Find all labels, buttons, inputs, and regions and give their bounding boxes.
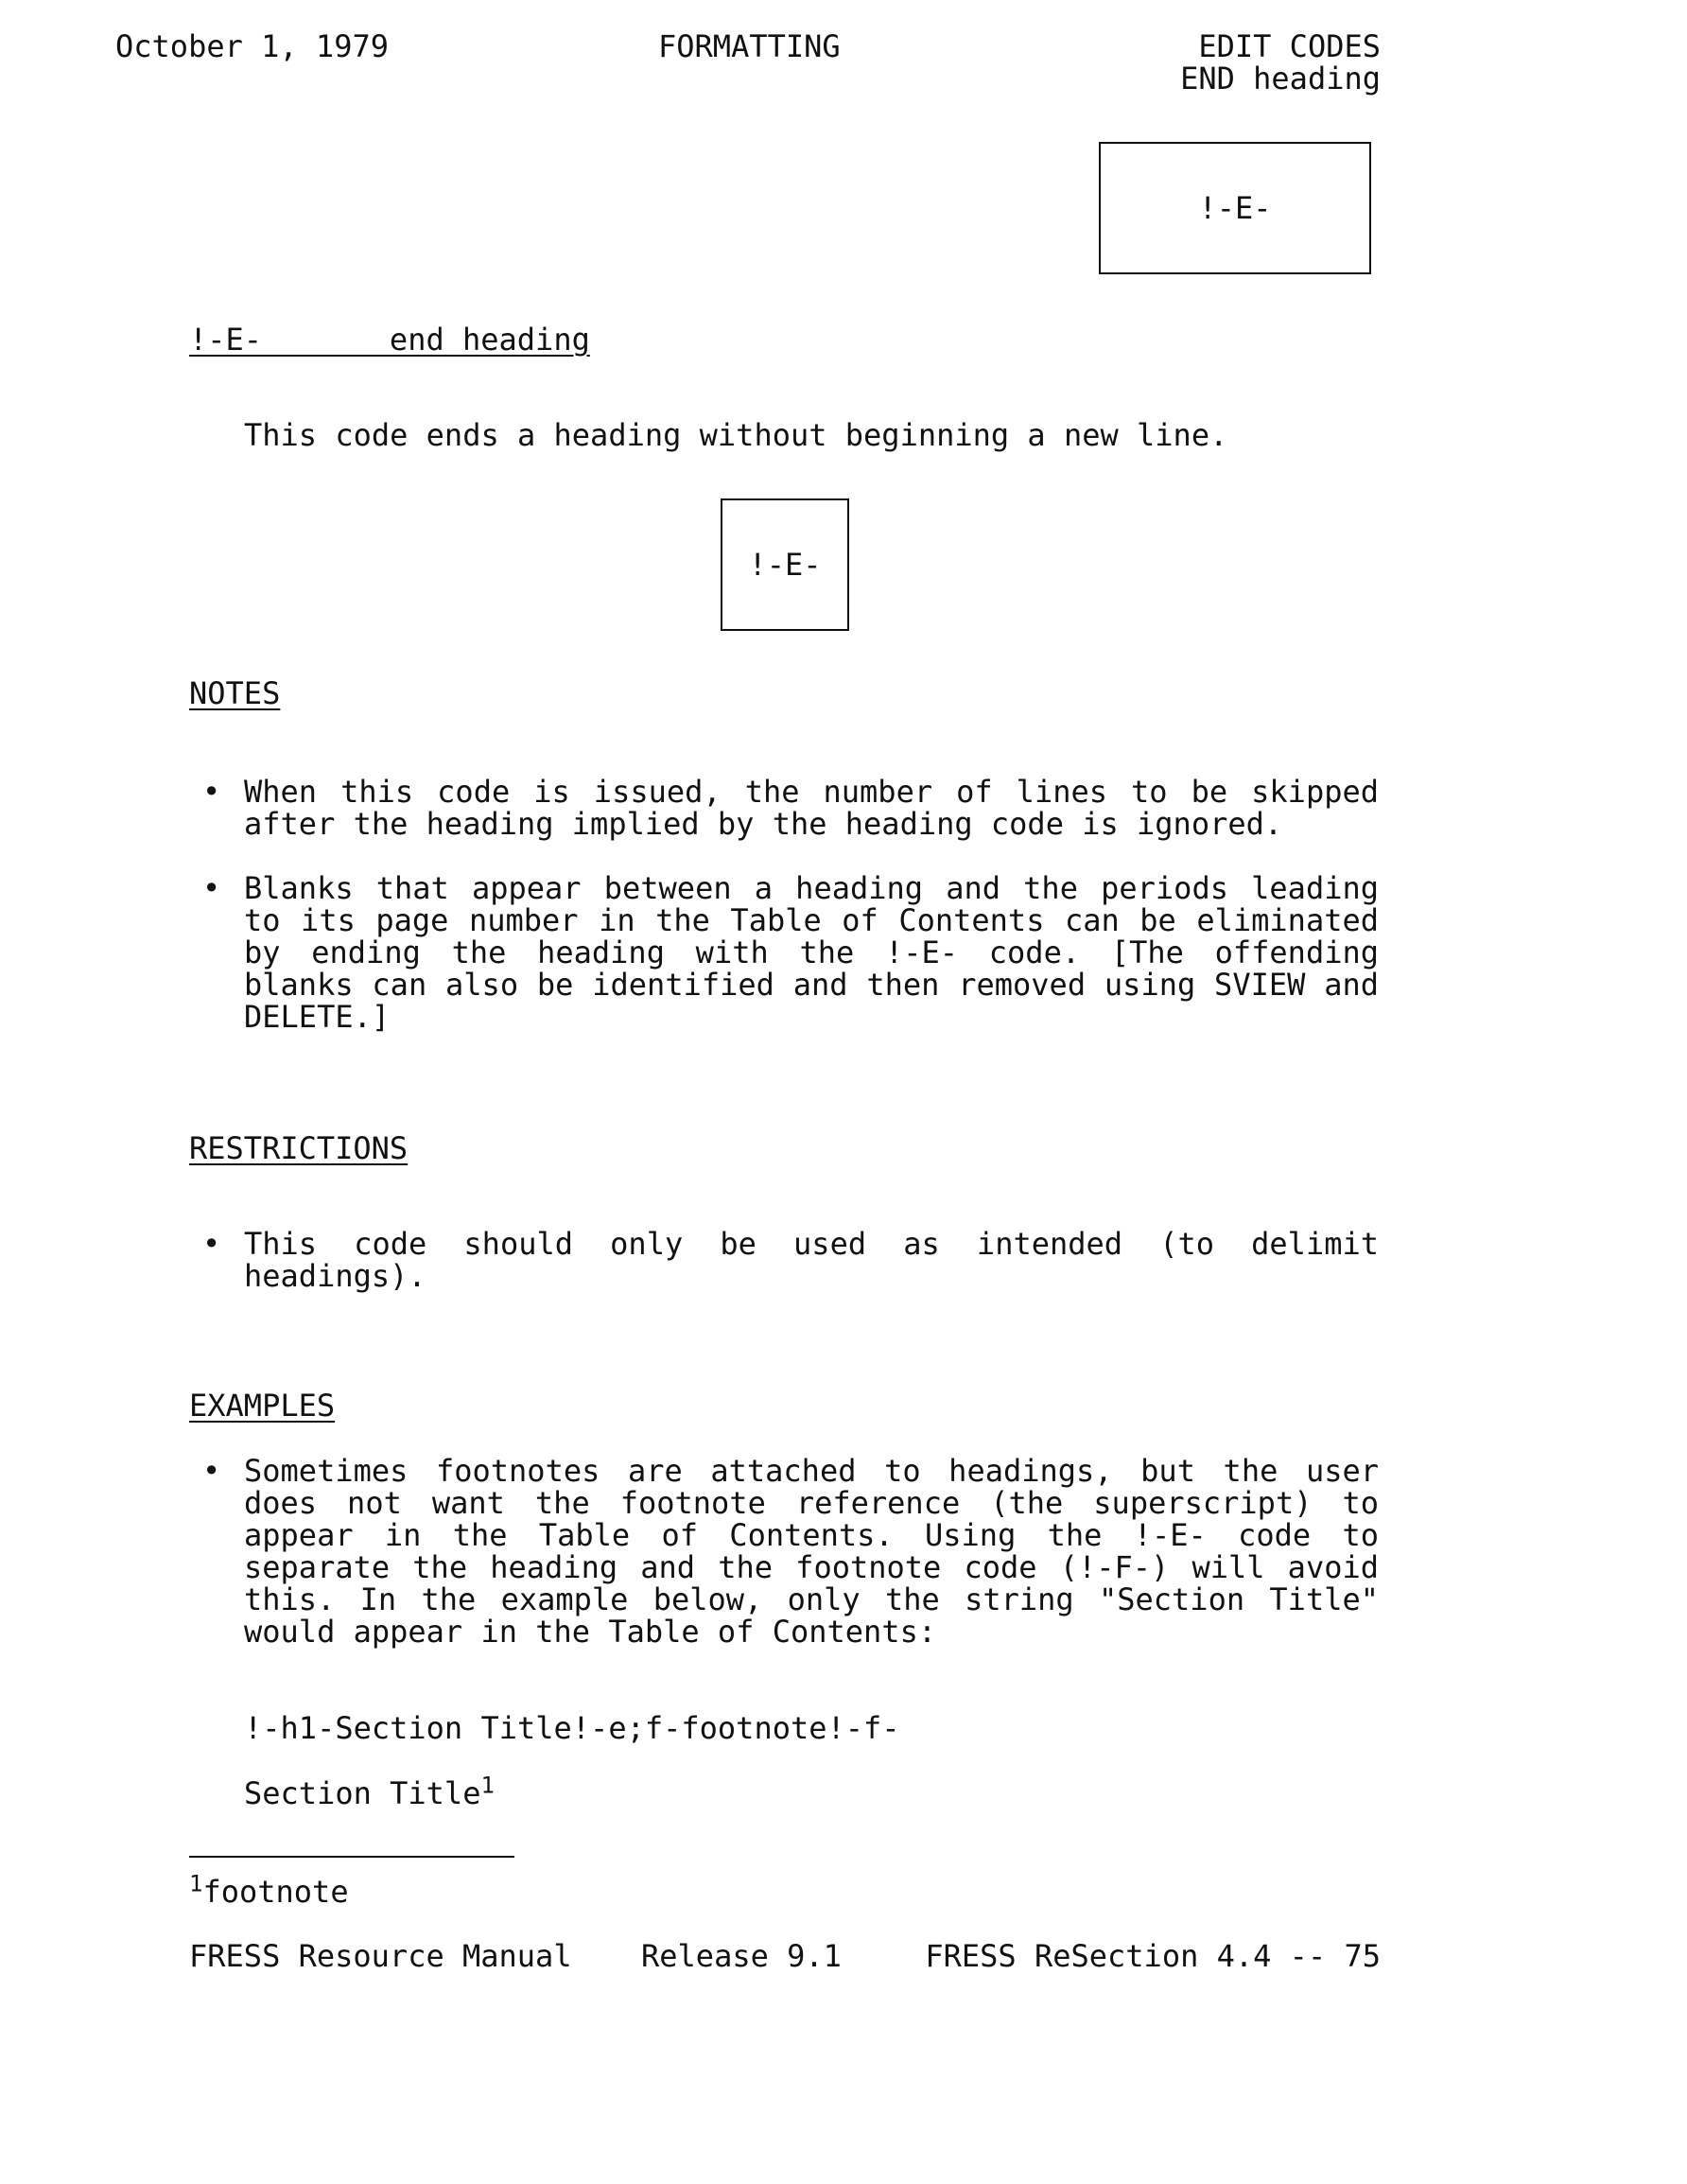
bullet-icon: •	[202, 1226, 221, 1262]
restriction-text: This code should only be used as intended (to delimit headings).	[244, 1226, 1379, 1294]
center-code-box	[721, 498, 849, 631]
notes-list	[189, 776, 1379, 1033]
header-date: October 1, 1979	[115, 28, 389, 64]
code-title	[189, 323, 590, 356]
example-result	[244, 1772, 495, 1811]
list-item	[189, 776, 1379, 840]
examples-heading: EXAMPLES	[189, 1388, 336, 1424]
example-text: Sometimes footnotes are attached to headings, but the user does not want the footnote reference (the superscript) to appear in the Table of Contents. Using the !-E- code to separate the heading and the footnote code (!-F-) will avoid this. In the example below, only the string "Section Title" would appear in the Table of Contents:	[244, 1453, 1379, 1650]
footer-page-ref: FRESS ReSection 4.4 -- 75	[925, 1938, 1381, 1974]
restrictions-list	[189, 1228, 1379, 1292]
footer-manual: FRESS Resource Manual	[189, 1938, 572, 1974]
note-text: Blanks that appear between a heading and the periods leading to its page number in the Table of Contents can be eliminated by ending the heading with the !-E- code. [The offending blanks can also be identified and then removed using SVIEW and DELETE.]	[244, 870, 1379, 1035]
note-text: When this code is issued, the number of lines to be skipped after the heading implied by the heading code is ignored.	[244, 774, 1379, 842]
header-category: EDIT CODES	[1198, 28, 1381, 64]
examples-list	[189, 1455, 1379, 1648]
bullet-icon: •	[202, 870, 221, 906]
footnote	[189, 1870, 349, 1910]
header-section: FORMATTING	[658, 28, 841, 64]
footnote-divider	[189, 1856, 514, 1858]
footer-release: Release 9.1	[641, 1938, 842, 1974]
title-code: !-E-	[189, 322, 263, 358]
example-result-text: Section Title	[244, 1775, 481, 1811]
center-code: !-E-	[748, 547, 822, 583]
list-item	[189, 1455, 1379, 1648]
corner-code: !-E-	[1198, 190, 1272, 226]
example-code-line: !-h1-Section Title!-e;f-footnote!-f-	[244, 1710, 900, 1746]
footnote-text: footnote	[202, 1874, 349, 1910]
list-item	[189, 1228, 1379, 1292]
bullet-icon: •	[202, 774, 221, 810]
intro-text: This code ends a heading without beginning a new line.	[244, 417, 1228, 453]
bullet-icon: •	[202, 1453, 221, 1489]
header-topic: END heading	[1180, 61, 1381, 96]
example-result-sup: 1	[480, 1772, 495, 1799]
corner-code-box	[1099, 142, 1371, 274]
footnote-marker: 1	[189, 1870, 203, 1897]
list-item	[189, 872, 1379, 1033]
title-name: end heading	[389, 322, 590, 358]
notes-heading: NOTES	[189, 675, 281, 711]
restrictions-heading: RESTRICTIONS	[189, 1130, 409, 1166]
